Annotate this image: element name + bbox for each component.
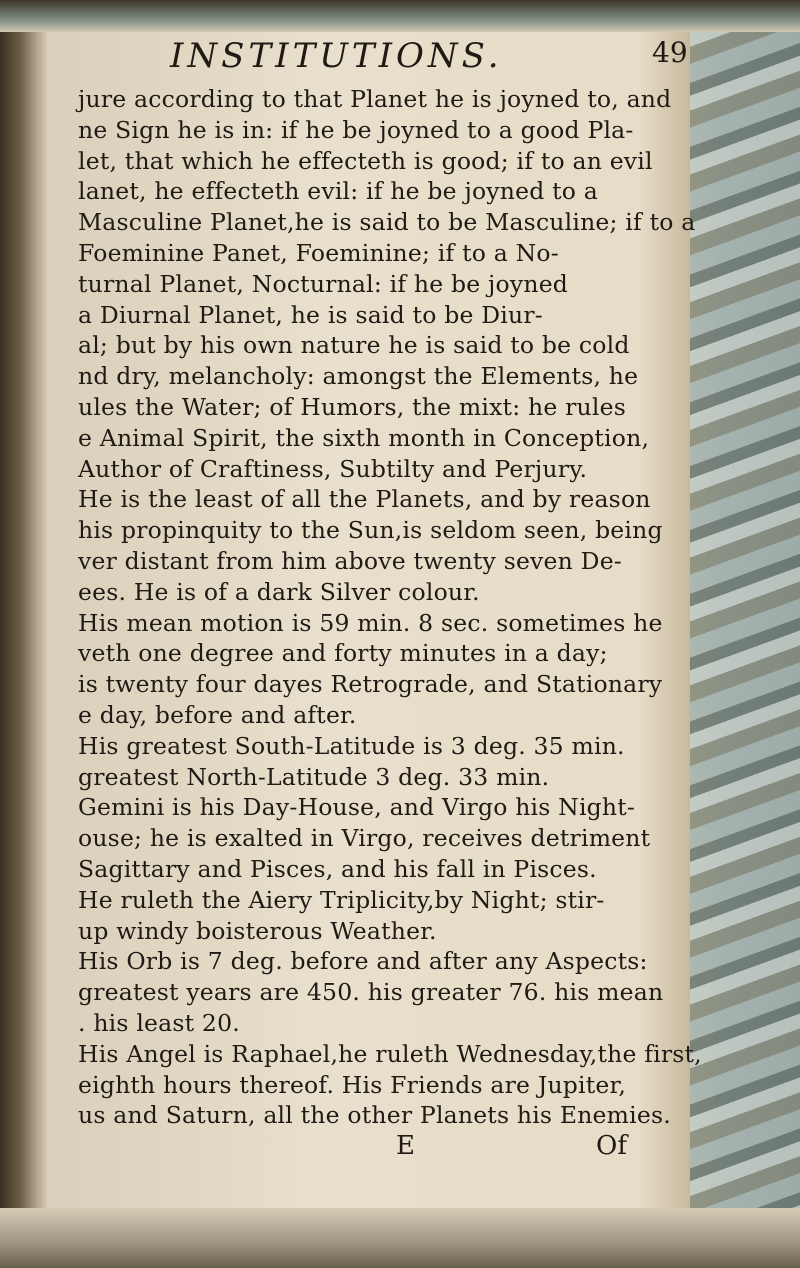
- text-line: . his least 20.: [78, 1008, 240, 1037]
- text-line: us and Saturn, all the other Planets his Enemies.: [78, 1101, 671, 1130]
- catchword: Of: [596, 1131, 627, 1162]
- page-bottom-edge: [0, 1208, 800, 1268]
- text-line: ouse; he is exalted in Virgo, receives detriment: [78, 824, 651, 853]
- text-line: Foeminine Panet, Foeminine; if to a No-: [78, 238, 559, 267]
- text-line: ees. He is of a dark Silver colour.: [78, 577, 480, 606]
- text-line: His greatest South-Latitude is 3 deg. 35 min.: [78, 731, 625, 760]
- text-line: a Diurnal Planet, he is said to be Diur-: [78, 300, 543, 329]
- body-text: [52, 84, 702, 1131]
- text-line: lanet, he effecteth evil: if he be joyned to a: [78, 177, 598, 206]
- text-line: let, that which he effecteth is good; if to an evil: [78, 146, 653, 175]
- text-line: Gemini is his Day-House, and Virgo his Night-: [78, 793, 636, 822]
- running-title: INSTITUTIONS.: [170, 36, 503, 76]
- text-line: is twenty four dayes Retrograde, and Stationary: [78, 670, 663, 699]
- text-line: He ruleth the Aiery Triplicity,by Night; stir-: [78, 885, 605, 914]
- adjacent-page-edge: [690, 0, 800, 1268]
- text-line: ules the Water; of Humors, the mixt: he rules: [78, 392, 626, 421]
- signature-mark: E: [396, 1131, 415, 1162]
- text-line: ver distant from him above twenty seven De-: [78, 546, 622, 575]
- text-line: His Orb is 7 deg. before and after any Aspects:: [78, 947, 648, 976]
- text-line: ne Sign he is in: if he be joyned to a good Pla-: [78, 115, 634, 144]
- page-number: 49: [652, 36, 688, 69]
- book-page: [52, 30, 702, 1210]
- text-line: jure according to that Planet he is joyned to, and: [78, 85, 672, 113]
- text-line: turnal Planet, Nocturnal: if he be joyned: [78, 269, 569, 298]
- text-line: al; but by his own nature he is said to be cold: [78, 331, 630, 360]
- text-line: His Angel is Raphael,he ruleth Wednesday,the first,: [78, 1039, 702, 1068]
- text-line: up windy boisterous Weather.: [78, 916, 437, 945]
- text-line: Sagittary and Pisces, and his fall in Pisces.: [78, 854, 597, 883]
- text-line: eighth hours thereof. His Friends are Jupiter,: [78, 1070, 627, 1099]
- running-header: [52, 30, 692, 82]
- page-footer: [52, 1131, 692, 1167]
- text-line: He is the least of all the Planets, and by reason: [78, 485, 651, 514]
- text-line: Masculine Planet,he is said to be Masculine; if to a: [78, 208, 696, 237]
- text-line: veth one degree and forty minutes in a day;: [78, 639, 608, 668]
- text-line: his propinquity to the Sun,is seldom seen, being: [78, 516, 663, 545]
- text-line: greatest years are 450. his greater 76. his mean: [78, 978, 664, 1007]
- text-line: nd dry, melancholy: amongst the Elements, he: [78, 362, 639, 391]
- text-line: e day, before and after.: [78, 700, 357, 729]
- text-line: e Animal Spirit, the sixth month in Conception,: [78, 423, 650, 452]
- text-line: His mean motion is 59 min. 8 sec. sometimes he: [78, 608, 663, 637]
- page-top-edge: [0, 0, 800, 32]
- text-line: greatest North-Latitude 3 deg. 33 min.: [78, 762, 550, 791]
- text-line: Author of Craftiness, Subtilty and Perjury.: [78, 454, 588, 483]
- book-gutter: [0, 0, 40, 1268]
